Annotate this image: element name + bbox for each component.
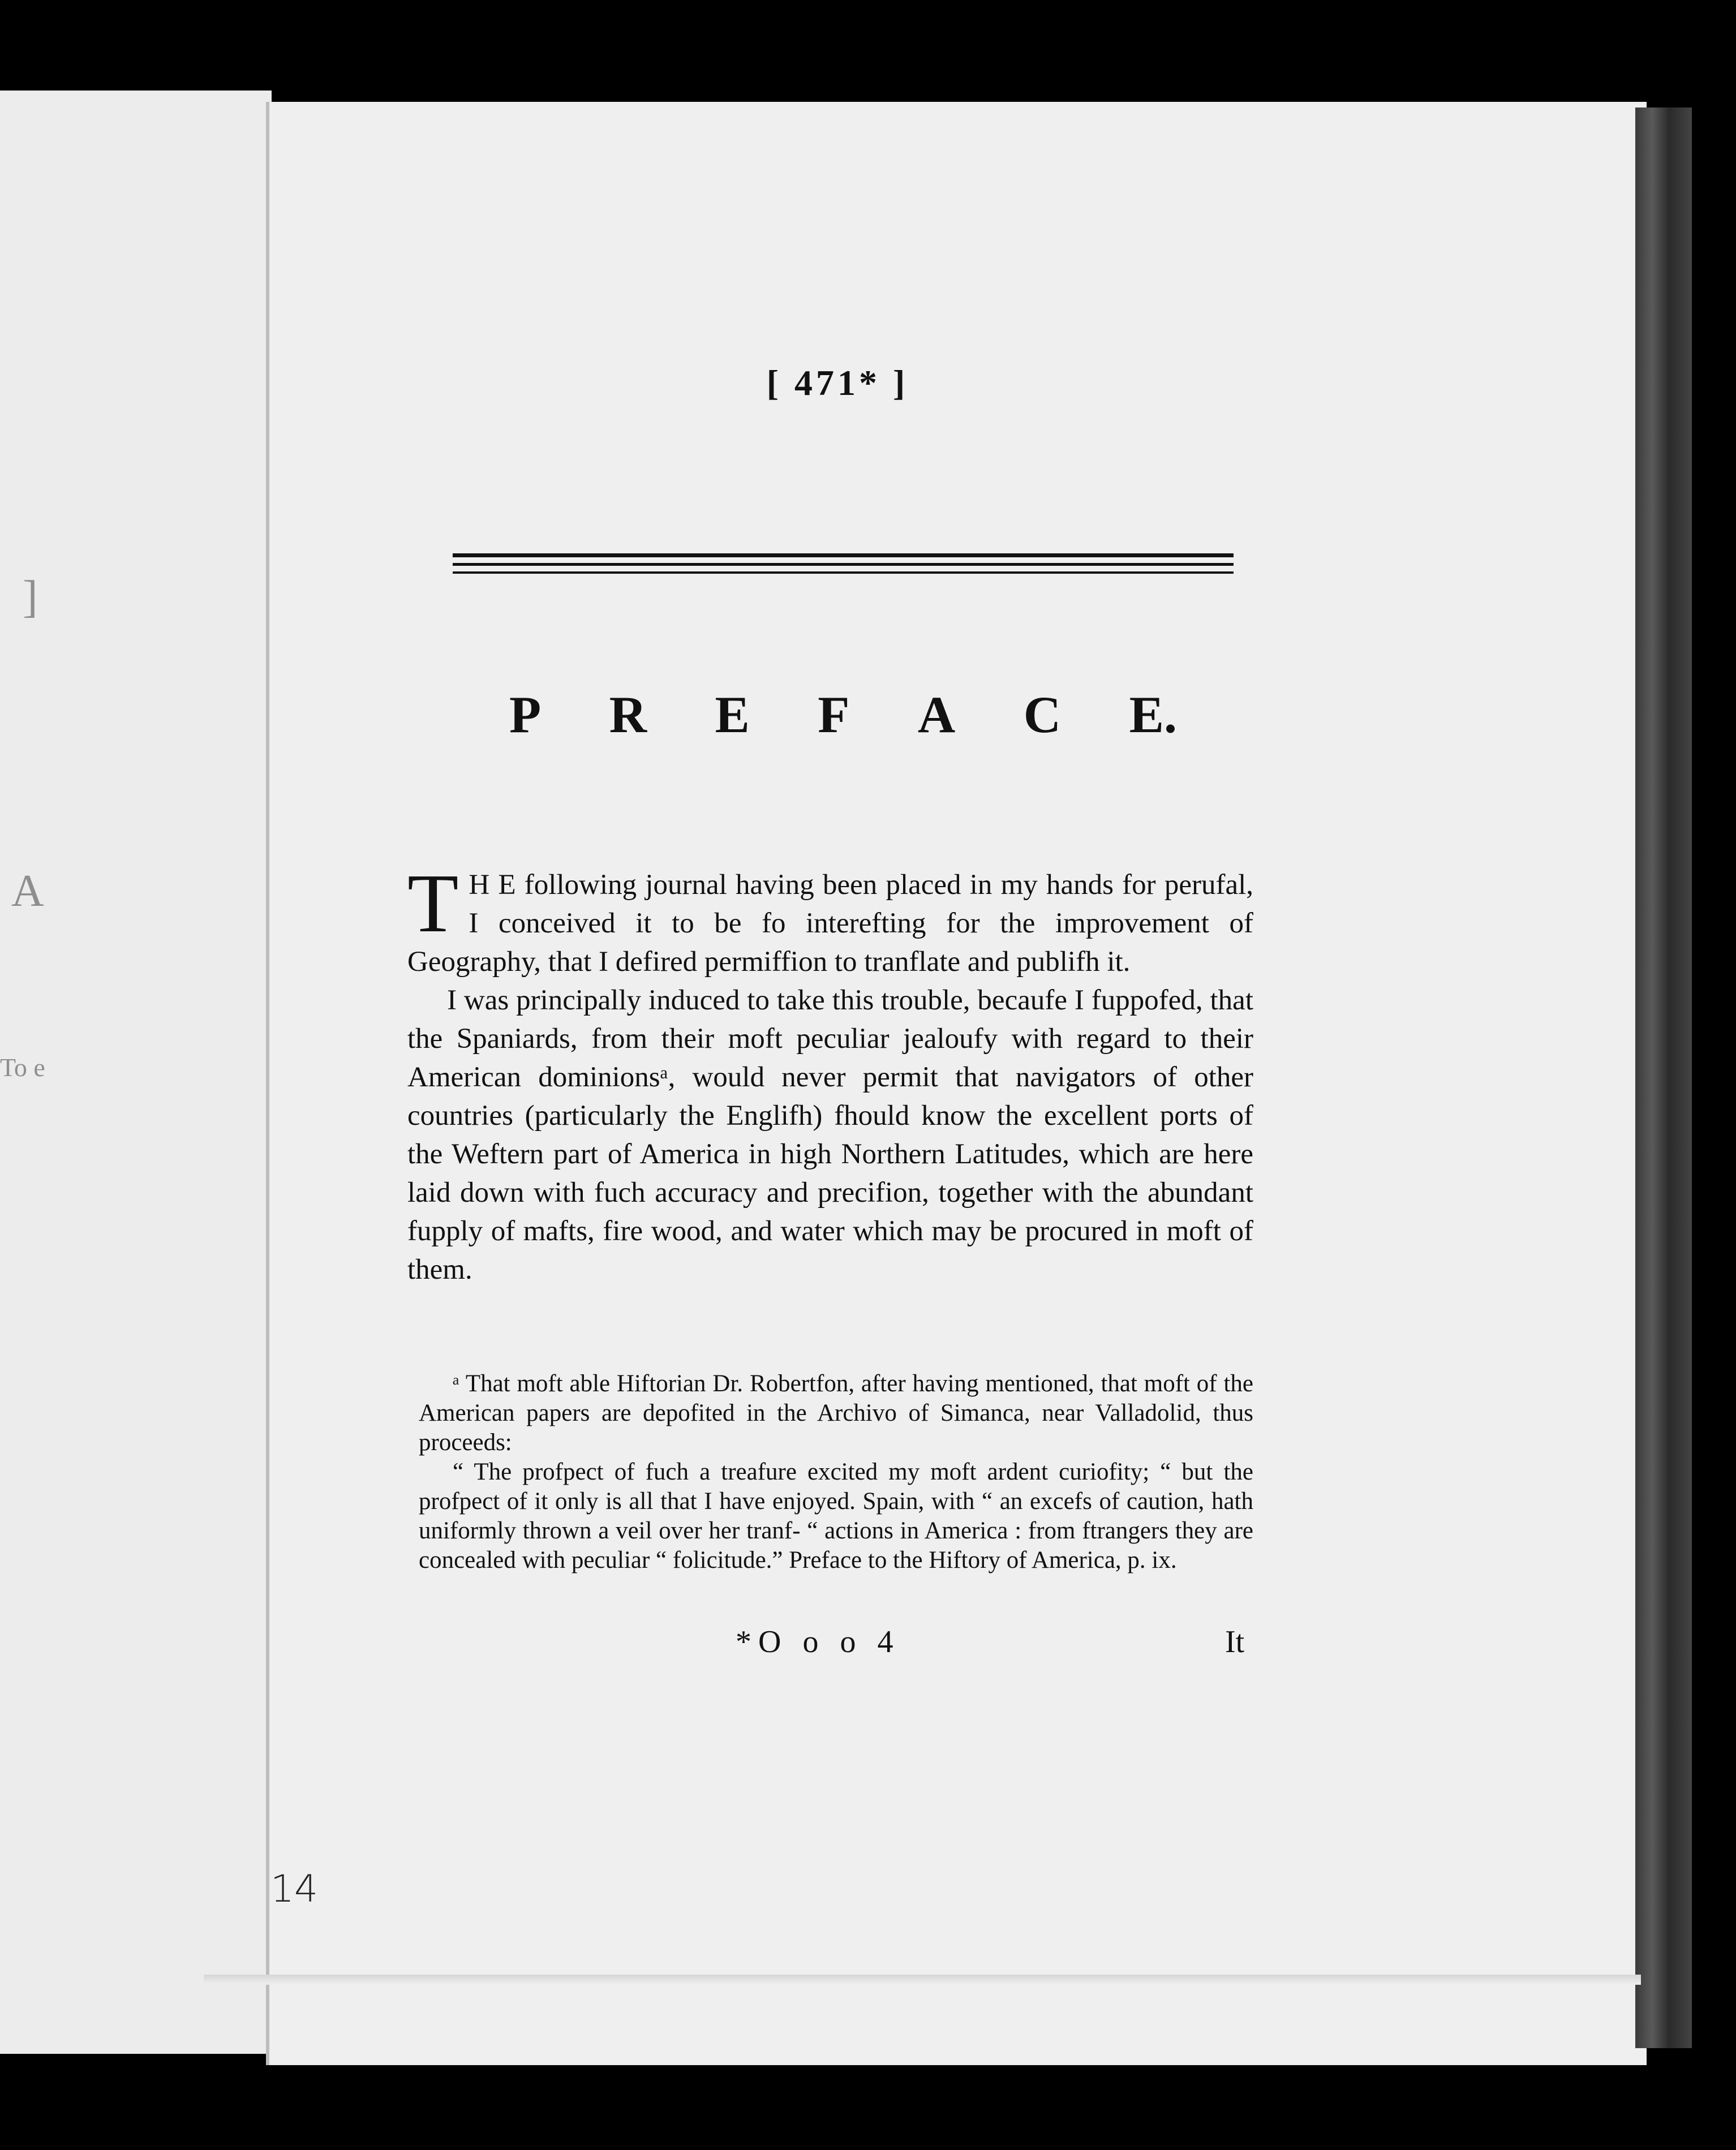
- page-number-header: [ 471* ]: [766, 363, 909, 403]
- title-letter: F: [818, 686, 850, 743]
- catchword: It: [1225, 1624, 1245, 1659]
- title-letter: E.: [1129, 686, 1177, 743]
- page-title: [509, 685, 1177, 745]
- footnote-quote: “ The profpect of fuch a treafure excited my moft ardent curiofity; “ but the profpect of it only is all that I have enjoyed. Spain, with “ an excefs of caution, hath uniformly thrown a veil over her tranf- “ actions in America : from ftrangers they are concealed with peculiar “ folicitude.” Preface to the Hiftory of America, p. ix.: [419, 1459, 1253, 1573]
- preface-body: [407, 857, 1253, 1289]
- signature-mark: *O o o 4: [736, 1624, 900, 1659]
- header-rule: [453, 553, 1234, 557]
- header-rule: [453, 571, 1234, 574]
- footnote-text: ᵃ That moft able Hiftorian Dr. Robertfon, after having mentioned, that moft of the American papers are depofited in the Archivo of Simanca, near Valladolid, thus proceeds:: [419, 1370, 1253, 1456]
- paragraph-text: H E following journal having been placed in my hands for perufal, I conceived it to be fo interefting for the improvement of Geography, that I defired permiffion to tranflate and publifh it.: [407, 869, 1253, 978]
- left-page-fragment: A: [11, 866, 44, 916]
- title-letter: A: [917, 686, 956, 743]
- title-letter: P: [509, 686, 542, 743]
- paragraph: [407, 857, 1253, 981]
- paragraph: I was principally induced to take this trouble, becaufe I fuppofed, that the Spaniards, from their moft peculiar jealoufy with regard to their American dominionsᵃ, would never permit that navigators of other countries (particularly the Englifh) fhould know the excellent ports of the Weftern part of America in high Northern Latitudes, which are here laid down with fuch accuracy and precifion, together with the abundant fupply of mafts, fire wood, and water which may be procured in moft of them.: [407, 984, 1253, 1285]
- page-edge: [1635, 108, 1692, 2048]
- title-letter: C: [1023, 686, 1062, 743]
- footnote: [419, 1369, 1253, 1575]
- page-bottom-edge: [204, 1975, 1641, 1985]
- header-rule: [453, 563, 1234, 566]
- handwritten-number: 14: [270, 1867, 318, 1911]
- drop-cap: T: [407, 857, 459, 950]
- page-fold: [266, 102, 269, 2065]
- left-page-fragment: ]: [23, 572, 38, 622]
- title-letter: E: [715, 686, 750, 743]
- title-letter: R: [609, 686, 647, 743]
- left-page-fragment: To e: [0, 1053, 45, 1082]
